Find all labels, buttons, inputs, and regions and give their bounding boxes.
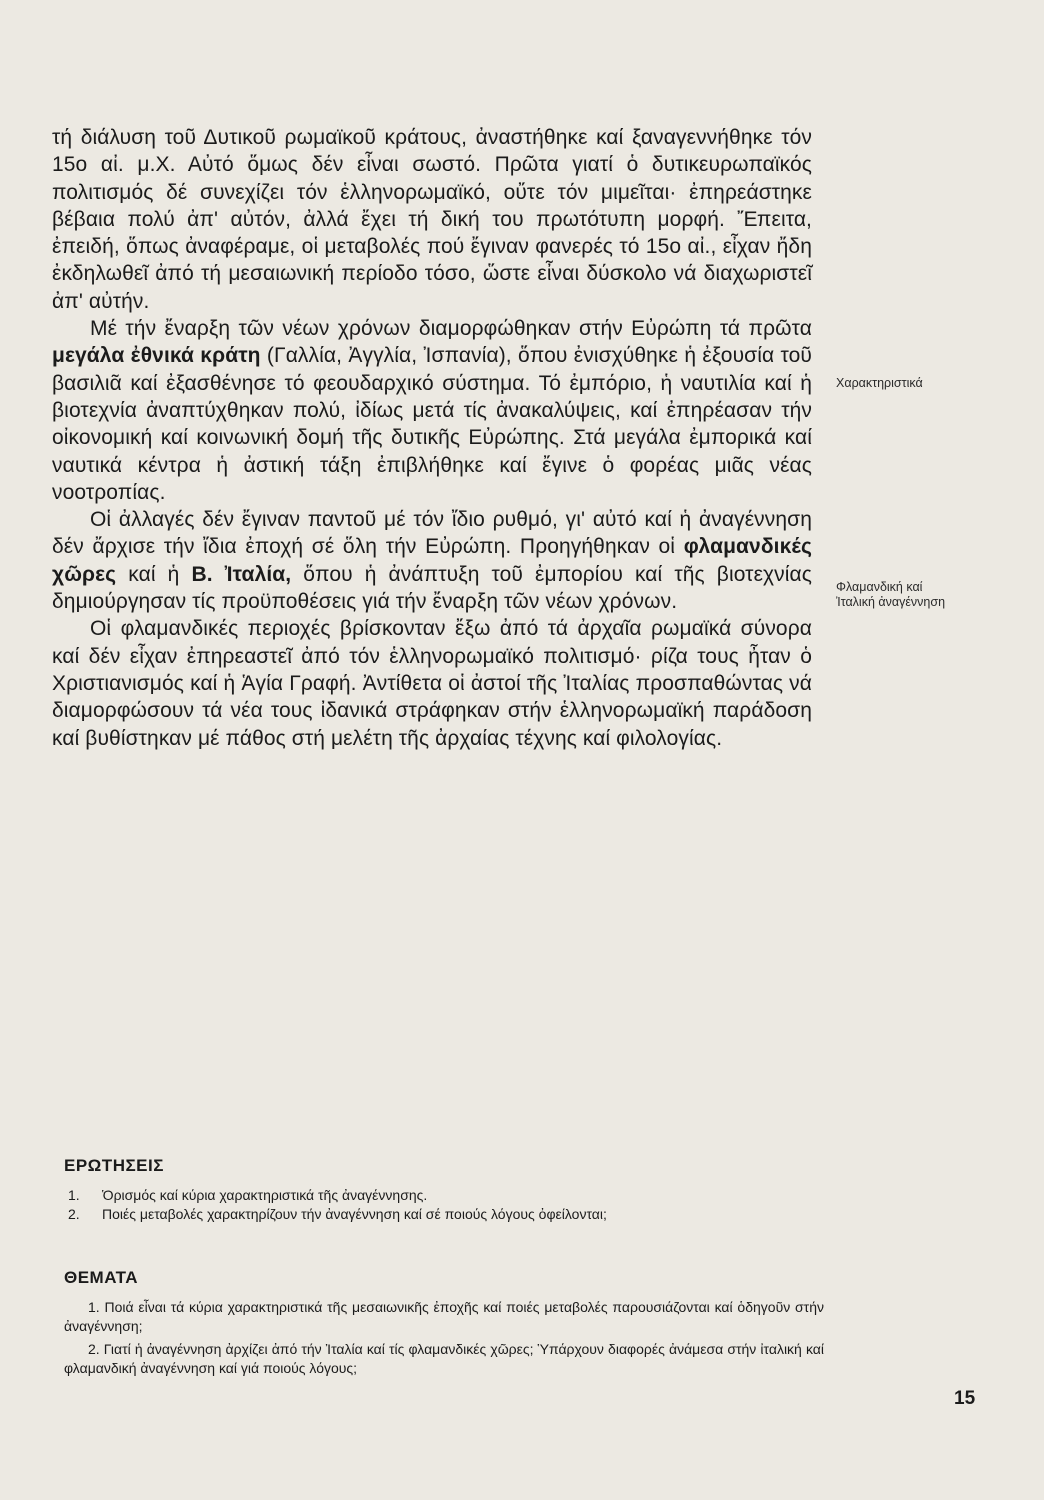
main-text bbox=[52, 124, 812, 752]
margin-note-flemish-italian: Φλαμανδική καί Ἰταλική ἀναγέννηση bbox=[836, 580, 946, 609]
paragraph-4: Οἱ φλαμανδικές περιοχές βρίσκονταν ἔξω ἀπό τά ἀρχαῖα ρωμαϊκά σύνορα καί δέν εἶχαν ἐπηρεαστεῖ ἀπό τόν ἑλληνορωμαϊκό πολιτισμό· ρίζα τους ἦταν ὁ Χριστιανισμός καί ἡ Ἁγία Γραφή. Ἀντίθετα οἱ ἀστοί τῆς Ἰταλίας προσπαθώντας νά διαμορφώσουν τά νέα τους ἰδανικά στράφηκαν στήν ἑλληνορωμαϊκή παράδοση καί βυθίστηκαν μέ πάθος στή μελέτη τῆς ἀρχαίας τέχνης καί φιλολογίας. bbox=[52, 617, 812, 750]
page-number: 15 bbox=[954, 1388, 976, 1409]
question-item: 2. Ποιές μεταβολές χαρακτηρίζουν τήν ἀναγέννηση καί σέ ποιούς λόγους ὀφείλονται; bbox=[68, 1206, 607, 1222]
paragraph-2: Μέ τήν ἔναρξη τῶν νέων χρόνων διαμορφώθηκαν στήν Εὐρώπη τά πρῶτα μεγάλα ἐθνικά κράτη (Γαλλία, Ἀγγλία, Ἰσπανία), ὅπου ἐνισχύθηκε ἡ ἐξουσία τοῦ βασιλιᾶ καί ἐξασθένησε τό φεουδαρχικό σύστημα. Τό ἐμπόριο, ἡ ναυτιλία καί ἡ βιοτεχνία ἀναπτύχθηκαν πολύ, ἰδίως μετά τίς ἀνακαλύψεις, καί ἐπηρέασαν τήν οἰκονομική καί κοινωνική δομή τῆς δυτικῆς Εὐρώπης. Στά μεγάλα ἐμπορικά καί ναυτικά κέντρα ἡ ἀστική τάξη ἐπιβλήθηκε καί ἔγινε ὁ φορέας μιᾶς νέας νοοτροπίας. bbox=[52, 317, 812, 504]
topic-item: 2. Γιατί ἡ ἀναγέννηση ἀρχίζει ἀπό τήν Ἰταλία καί τίς φλαμανδικές χῶρες; Ὑπάρχουν διαφορές ἀνάμεσα στήν ἰταλική καί φλαμανδική ἀναγέννηση καί γιά ποιούς λόγους; bbox=[64, 1341, 824, 1376]
question-item: 1. Ὁρισμός καί κύρια χαρακτηριστικά τῆς ἀναγέννησης. bbox=[68, 1187, 428, 1203]
questions-heading: ΕΡΩΤΗΣΕΙΣ bbox=[64, 1156, 164, 1175]
bold-term-flemish-countries: φλαμανδικές χῶρες bbox=[52, 535, 812, 586]
topic-item: 1. Ποιά εἶναι τά κύρια χαρακτηριστικά τῆς μεσαιωνικῆς ἐποχῆς καί ποιές μεταβολές παρουσιάζονται καί ὁδηγοῦν στήν ἀναγέννηση; bbox=[64, 1299, 824, 1334]
questions-list bbox=[64, 1186, 824, 1224]
margin-note-characteristics: Χαρακτηριστικά bbox=[836, 376, 923, 390]
bold-term-national-states: μεγάλα ἐθνικά κράτη bbox=[52, 344, 261, 368]
topics-heading: ΘΕΜΑΤΑ bbox=[64, 1268, 138, 1287]
paragraph-1: τή διάλυση τοῦ Δυτικοῦ ρωμαϊκοῦ κράτους, ἀναστήθηκε καί ξαναγεννήθηκε τόν 15ο αἰ. μ.Χ. Αὐτό ὅμως δέν εἶναι σωστό. Πρῶτα γιατί ὁ δυτικευρωπαϊκός πολιτισμός δέ συνεχίζει τόν ἑλληνορωμαϊκό, οὔτε τόν μιμεῖται· ἐπηρεάστηκε βέβαια πολύ ἀπ' αὐτόν, ἀλλά ἔχει τή δική του πρωτότυπη μορφή. Ἔπειτα, ἐπειδή, ὅπως ἀναφέραμε, οἱ μεταβολές πού ἔγιναν φανερές τό 15ο αἰ., εἶχαν ἤδη ἐκδηλωθεῖ ἀπό τή μεσαιωνική περίοδο τόσο, ὥστε εἶναι δύσκολο νά διαχωριστεῖ ἀπ' αὐτήν. bbox=[52, 126, 812, 313]
paragraph-3: Οἱ ἀλλαγές δέν ἔγιναν παντοῦ μέ τόν ἴδιο ρυθμό, γι' αὐτό καί ἡ ἀναγέννηση δέν ἄρχισε τήν ἴδια ἐποχή σέ ὅλη τήν Εὐρώπη. Προηγήθηκαν οἱ φλαμανδικές χῶρες καί ἡ Β. Ἰταλία, ὅπου ἡ ἀνάπτυξη τοῦ ἐμπορίου καί τῆς βιοτεχνίας δημιούργησαν τίς προϋποθέσεις γιά τήν ἔναρξη τῶν νέων χρόνων. bbox=[52, 508, 812, 614]
bold-term-north-italy: Β. Ἰταλία, bbox=[191, 562, 292, 586]
topics-list bbox=[64, 1298, 824, 1378]
